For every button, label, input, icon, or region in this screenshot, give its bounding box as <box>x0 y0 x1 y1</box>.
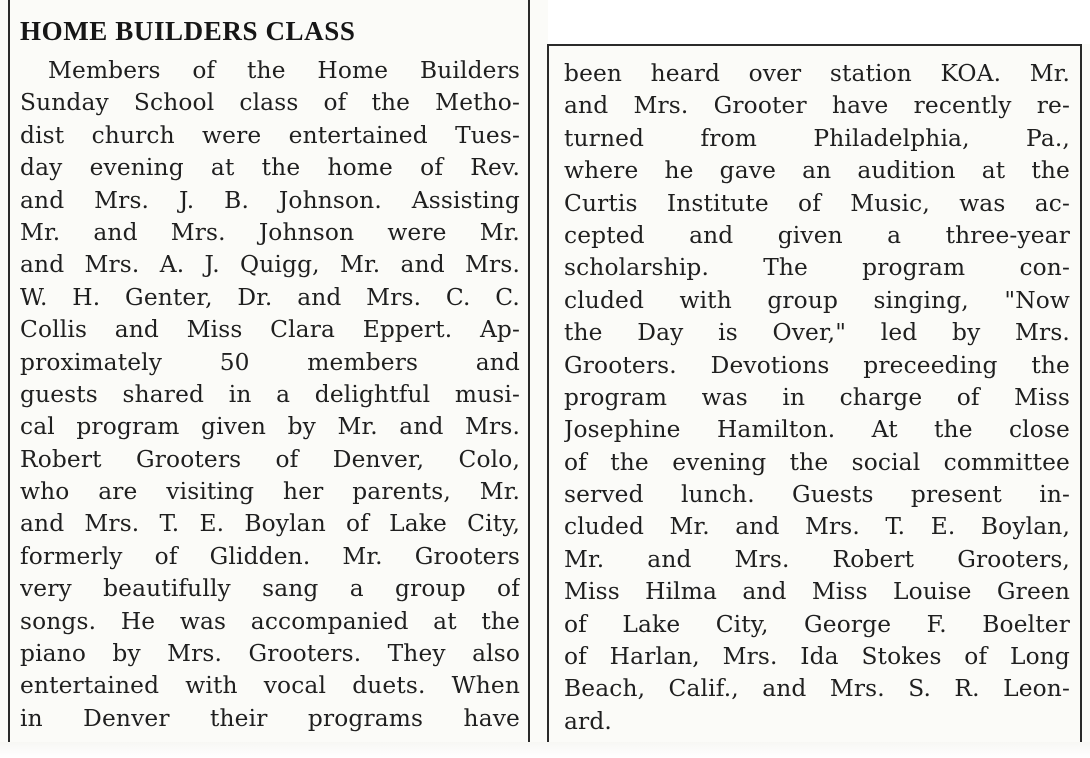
text-line: been heard over station KOA. Mr. <box>564 60 1070 87</box>
text-line: songs. He was accompanied at the <box>20 607 520 635</box>
text-line: ard. <box>564 707 612 735</box>
text-line: scholarship. The program con- <box>564 254 1070 282</box>
text-line: program was in charge of Miss <box>564 383 1070 411</box>
text-line: the Day is Over," led by Mrs. <box>564 319 1070 347</box>
text-line: and Mrs. Grooter have recently re- <box>564 92 1070 120</box>
right-column <box>564 58 1070 738</box>
text-line: in Denver their programs have <box>20 704 520 732</box>
article-headline: HOME BUILDERS CLASS <box>20 16 356 46</box>
column-rule-right <box>1080 44 1082 758</box>
text-line: who are visiting her parents, Mr. <box>20 478 520 506</box>
text-line: and Mrs. T. E. Boylan of Lake City, <box>20 510 520 538</box>
column-rule-left <box>8 0 10 758</box>
text-line: cluded with group singing, "Now <box>564 286 1070 314</box>
left-column-text <box>20 55 520 735</box>
column-rule-top <box>547 44 1082 46</box>
text-line: of the evening the social committee <box>564 448 1070 476</box>
text-line: dist church were entertained Tues- <box>20 121 520 149</box>
column-rule-center-right <box>547 44 549 758</box>
right-column-text <box>564 58 1070 738</box>
text-line: W. H. Genter, Dr. and Mrs. C. C. <box>20 283 520 311</box>
text-line: proximately 50 members and <box>20 348 520 376</box>
text-line: Collis and Miss Clara Eppert. Ap- <box>20 316 520 344</box>
text-line: Curtis Institute of Music, was ac- <box>564 189 1070 217</box>
text-line: cepted and given a three-year <box>564 221 1070 249</box>
text-line: Robert Grooters of Denver, Colo, <box>20 445 520 473</box>
text-line: day evening at the home of Rev. <box>20 154 520 182</box>
text-line: entertained with vocal duets. When <box>20 672 520 700</box>
text-line: where he gave an audition at the <box>564 157 1070 185</box>
text-line: of Lake City, George F. Boelter <box>564 610 1070 638</box>
left-column <box>20 14 520 735</box>
text-line: piano by Mrs. Grooters. They also <box>20 640 520 668</box>
text-line: Grooters. Devotions preceeding the <box>564 351 1070 379</box>
text-line: cluded Mr. and Mrs. T. E. Boylan, <box>564 513 1070 541</box>
text-line: Mr. and Mrs. Robert Grooters, <box>564 545 1070 573</box>
clipping-cut-edge <box>0 742 1090 758</box>
text-line: and Mrs. J. B. Johnson. Assisting <box>20 186 520 214</box>
text-line: guests shared in a delightful musi- <box>20 380 520 408</box>
text-line: Members of the Home Builders <box>48 57 520 84</box>
text-line: turned from Philadelphia, Pa., <box>564 124 1070 152</box>
text-line: Beach, Calif., and Mrs. S. R. Leon- <box>564 675 1070 703</box>
column-rule-center-left <box>528 0 530 758</box>
text-line: cal program given by Mr. and Mrs. <box>20 413 520 441</box>
text-line: and Mrs. A. J. Quigg, Mr. and Mrs. <box>20 251 520 279</box>
text-line: of Harlan, Mrs. Ida Stokes of Long <box>564 643 1070 671</box>
text-line: Sunday School class of the Metho- <box>20 89 520 117</box>
text-line: formerly of Glidden. Mr. Grooters <box>20 542 520 570</box>
text-line: Mr. and Mrs. Johnson were Mr. <box>20 218 520 246</box>
text-line: very beautifully sang a group of <box>20 575 520 603</box>
text-line: Miss Hilma and Miss Louise Green <box>564 578 1070 606</box>
clipping-margin <box>548 0 1090 44</box>
text-line: served lunch. Guests present in- <box>564 481 1070 509</box>
text-line: Josephine Hamilton. At the close <box>564 416 1070 444</box>
